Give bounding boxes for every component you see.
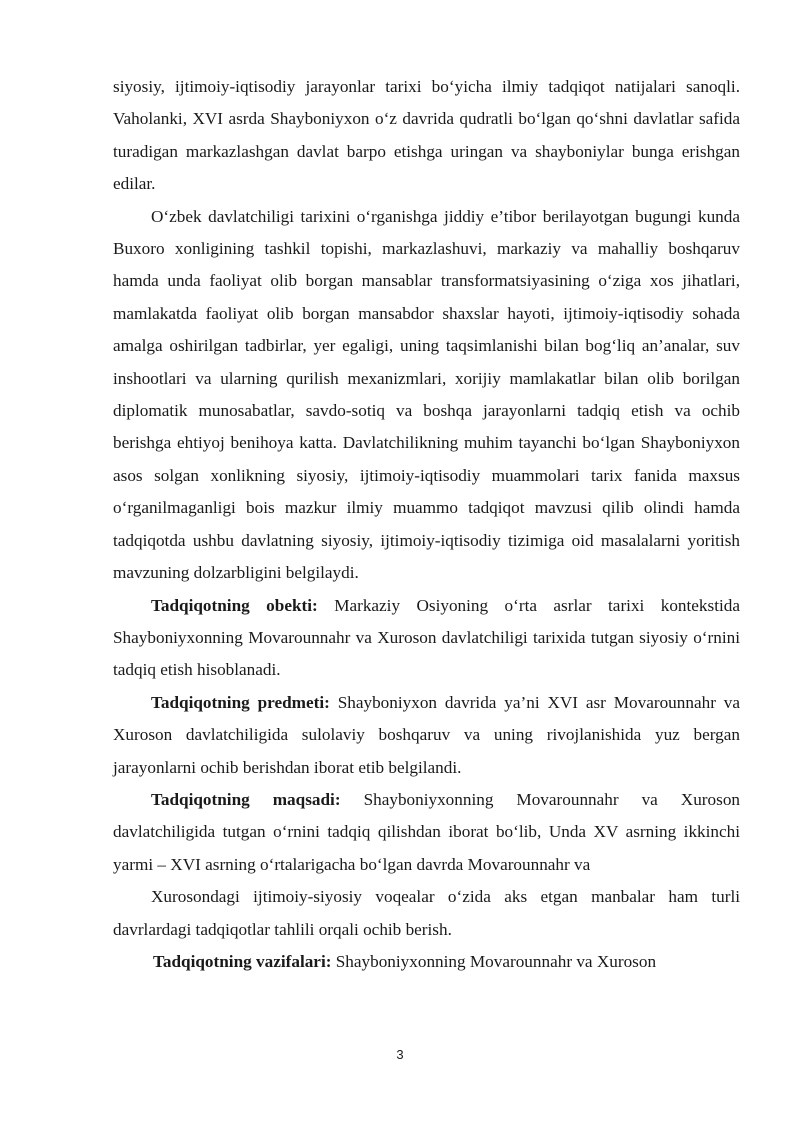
paragraph-2 bbox=[113, 201, 740, 590]
paragraph-research-object bbox=[113, 590, 740, 687]
goal-continuation-text: Xurosondagi ijtimoiy-siyosiy voqealar o‘zida aks etgan manbalar ham turli davrlardagi tadqiqotlar tahlili orqali ochib berish. bbox=[113, 887, 740, 939]
research-tasks-text: Shayboniyxonning Movarounnahr va Xuroson bbox=[331, 951, 657, 971]
research-subject-text: Shayboniyxon davrida ya’ni XVI asr Movarounnahr va Xuroson davlatchiligida sulolaviy boshqaruv va uning rivojlanishida yuz bergan jarayonlarni ochib berishdan iborat etib belgilandi. bbox=[113, 692, 740, 777]
research-goal-text: Shayboniyxonning Movarounnahr va Xuroson davlatchiligida tutgan o‘rnini tadqiq qilishdan iborat bo‘lib, Unda XV asrning ikkinchi yarmi – XVI asrning o‘rtalarigacha bo‘lgan davrda Movarounnahr va bbox=[113, 789, 741, 874]
research-object-text: Markaziy Osiyoning o‘rta asrlar tarixi kontekstida Shayboniyxonning Movarounnahr va Xuroson davlatchiligi tarixida tutgan siyosiy o‘rnini tadqiq etish hisoblanadi. bbox=[113, 595, 740, 680]
paragraph-goal-continuation bbox=[113, 881, 740, 946]
paragraph-research-tasks bbox=[113, 946, 740, 978]
research-tasks-heading: Tadqiqotning vazifalari: bbox=[153, 951, 332, 971]
paragraph-research-subject bbox=[113, 687, 740, 784]
paragraph-research-goal bbox=[113, 784, 740, 881]
paragraph-2-text: O‘zbek davlatchiligi tarixini o‘rganishga jiddiy e’tibor berilayotgan bugungi kunda Buxoro xonligining tashkil topishi, markazlashuvi, markaziy va mahalliy boshqaruv hamda unda faoliyat olib borgan mansablar transformatsiyasining o‘ziga xos jihatlari, mamlakatda faoliyat olib borgan mansabdor shaxslar hayoti, ijtimoiy-iqtisodiy sohada amalga oshirilgan tadbirlar, yer egaligi, uning taqsimlanishi bilan bog‘liq an’analar, suv inshootlari va ularning qurilish mexanizmlari, xorijiy mamlakatlar bilan olib borilgan diplomatik munosabatlar, savdo-sotiq va boshqa jarayonlarni tadqiq etish va ochib berishga ehtiyoj benihoya katta. Davlatchilikning muhim tayanchi bo‘lgan Shayboniyxon asos solgan xonlikning siyosiy, ijtimoiy-iqtisodiy muammolari tarix fanida maxsus o‘rganilmaganligi bois mazkur ilmiy muammo tadqiqot mavzusi qilib olindi hamda tadqiqotda ushbu davlatning siyosiy, ijtimoiy-iqtisodiy tizimiga oid masalalarni yoritish mavzuning dolzarbligini belgilaydi. bbox=[113, 206, 740, 583]
research-object-heading: Tadqiqotning obekti: bbox=[151, 595, 318, 615]
document-page bbox=[113, 71, 740, 978]
paragraph-1-text: siyosiy, ijtimoiy-iqtisodiy jarayonlar tarixi bo‘yicha ilmiy tadqiqot natijalari sanoqli. Vaholanki, XVI asrda Shayboniyxon o‘z davrida qudratli bo‘lgan qo‘shni davlatlar safida turadigan markazlashgan davlat barpo etishga uringan va shayboniylar bunga erishgan edilar. bbox=[113, 77, 740, 194]
research-subject-heading: Tadqiqotning predmeti: bbox=[151, 692, 330, 712]
paragraph-1 bbox=[113, 71, 740, 201]
page-number: 3 bbox=[396, 1047, 404, 1062]
research-goal-heading: Tadqiqotning maqsadi: bbox=[151, 789, 341, 809]
